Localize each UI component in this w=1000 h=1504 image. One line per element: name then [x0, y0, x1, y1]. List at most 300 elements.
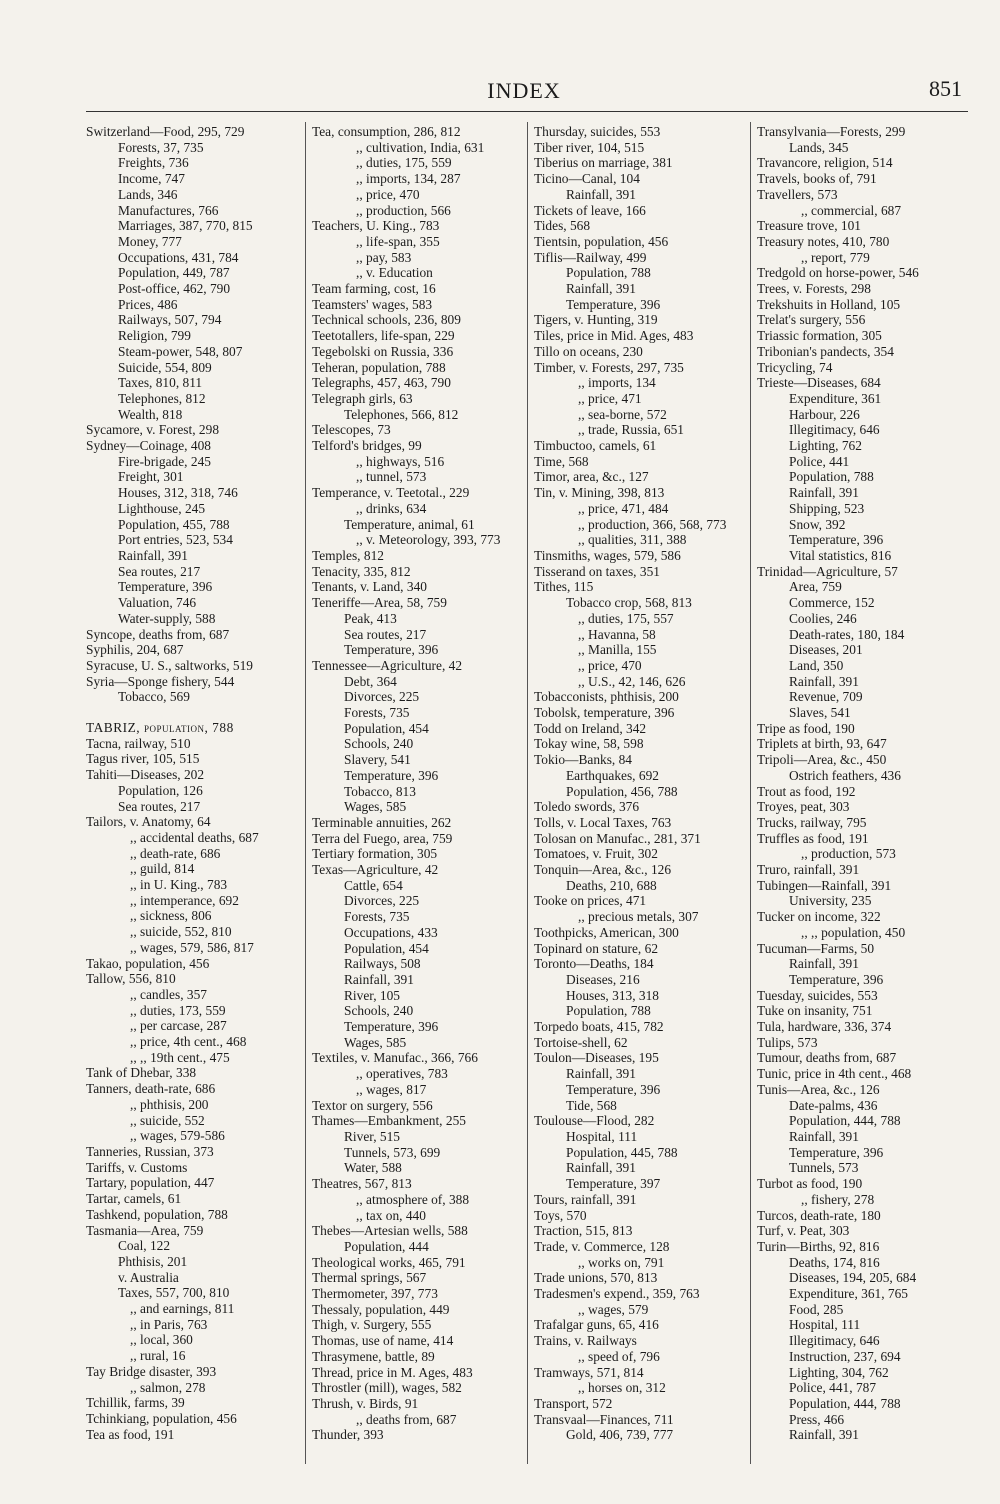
- index-entry: Valuation, 746: [118, 595, 197, 611]
- index-entry: Trade unions, 570, 813: [534, 1270, 658, 1286]
- index-entry: Tickets of leave, 166: [534, 202, 646, 218]
- index-entry: Fire-brigade, 245: [118, 453, 211, 469]
- index-entry: Freights, 736: [118, 155, 189, 171]
- index-entry: Thessaly, population, 449: [312, 1301, 450, 1317]
- index-entry: ,, duties, 173, 559: [130, 1002, 226, 1018]
- index-entry: Schools, 240: [344, 736, 414, 752]
- index-entry: Death-rates, 180, 184: [789, 626, 905, 642]
- index-entry: Sydney—Coinage, 408: [86, 438, 211, 454]
- index-entry: Tariffs, v. Customs: [86, 1159, 188, 1175]
- index-entry: ,, death-rate, 686: [130, 845, 221, 861]
- index-entry: Lighting, 762: [789, 438, 862, 454]
- index-entry: ,, ,, population, 450: [801, 924, 906, 940]
- index-entry: Steam-power, 548, 807: [118, 343, 243, 359]
- index-entry: ,, intemperance, 692: [130, 892, 239, 908]
- index-entry: Tortoise-shell, 62: [534, 1034, 628, 1050]
- index-entry: Theological works, 465, 791: [312, 1254, 466, 1270]
- index-entry: Tobacco, 813: [344, 783, 416, 799]
- index-entry: ,, rural, 16: [130, 1348, 186, 1364]
- index-entry: ,, production, 366, 568, 773: [578, 516, 727, 532]
- index-entry: Divorces, 225: [344, 689, 420, 705]
- index-entry: Tides, 568: [534, 218, 591, 234]
- index-entry: Rainfall, 391: [789, 673, 859, 689]
- index-entry: Tucuman—Farms, 50: [757, 940, 875, 956]
- index-entry: Telegraph girls, 63: [312, 390, 413, 406]
- index-entry: ,, phthisis, 200: [130, 1096, 209, 1112]
- index-entry: Sea routes, 217: [118, 563, 201, 579]
- index-entry: ,, Manilla, 155: [578, 642, 657, 658]
- index-entry: Houses, 313, 318: [566, 987, 659, 1003]
- index-entry: ,, production, 573: [801, 846, 896, 862]
- index-entry: v. Australia: [118, 1269, 179, 1285]
- index-entry: Tunis—Area, &c., 126: [757, 1081, 880, 1097]
- index-entry: Tallow, 556, 810: [86, 971, 176, 987]
- index-entry: Tartary, population, 447: [86, 1175, 215, 1191]
- index-entry: Diseases, 194, 205, 684: [789, 1270, 917, 1286]
- index-entry: Wealth, 818: [118, 406, 183, 422]
- index-entry: ,, highways, 516: [356, 453, 445, 469]
- index-entry: Tasmania—Area, 759: [86, 1222, 204, 1238]
- index-entry: Switzerland—Food, 295, 729: [86, 124, 245, 139]
- index-entry: ,, trade, Russia, 651: [578, 422, 684, 438]
- index-entry: Hospital, 111: [789, 1317, 861, 1333]
- index-entry: ,, imports, 134: [578, 375, 656, 391]
- index-entry: Thread, price in M. Ages, 483: [312, 1364, 473, 1380]
- index-entry: Lighthouse, 245: [118, 500, 206, 516]
- index-entry: Thermal springs, 567: [312, 1270, 427, 1286]
- index-entry: Rainfall, 391: [344, 971, 414, 987]
- index-entry: Traction, 515, 813: [534, 1223, 633, 1239]
- index-entry: Tricycling, 74: [757, 359, 833, 375]
- index-entry: Suicide, 554, 809: [118, 359, 212, 375]
- index-entry: Time, 568: [534, 453, 589, 469]
- index-entry: ,, wages, 579: [578, 1301, 649, 1317]
- index-entry: Tuesday, suicides, 553: [757, 987, 878, 1003]
- index-entry: Population, 444, 788: [789, 1113, 901, 1129]
- index-entry: Topinard on stature, 62: [534, 940, 659, 956]
- index-entry: Tchinkiang, population, 456: [86, 1410, 237, 1426]
- index-entry: Population, 444, 788: [789, 1395, 901, 1411]
- index-entry: Tiflis—Railway, 499: [534, 249, 647, 265]
- index-entry: Population, 788: [566, 1003, 651, 1019]
- index-entry: Tay Bridge disaster, 393: [86, 1363, 217, 1379]
- index-entry: ,, pay, 583: [356, 249, 412, 265]
- index-entry: Freight, 301: [118, 469, 184, 485]
- index-entry: Expenditure, 361: [789, 390, 882, 406]
- index-entry: Rainfall, 391: [789, 1129, 859, 1144]
- index-entry: Police, 441: [789, 453, 850, 469]
- index-entry: Textor on surgery, 556: [312, 1097, 433, 1113]
- index-entry: Thursday, suicides, 553: [534, 124, 661, 139]
- index-entry: Wages, 585: [344, 799, 407, 815]
- index-entry: Toulon—Diseases, 195: [534, 1050, 659, 1066]
- index-entry: Hospital, 111: [566, 1129, 638, 1144]
- index-entry: Food, 285: [789, 1301, 844, 1317]
- index-entry: Tribonian's pandects, 354: [757, 343, 894, 359]
- index-entry: Tenacity, 335, 812: [312, 563, 411, 579]
- index-entry: ,, life-span, 355: [356, 233, 440, 249]
- index-entry: Teetotallers, life-span, 229: [312, 328, 455, 344]
- index-entry: Torpedo boats, 415, 782: [534, 1019, 664, 1035]
- index-entry: Tide, 568: [566, 1097, 617, 1113]
- index-entry: Wages, 585: [344, 1034, 407, 1050]
- index-entry: Lands, 346: [118, 186, 178, 202]
- index-entry: Trinidad—Agriculture, 57: [757, 563, 898, 579]
- index-entry: ,, speed of, 796: [578, 1348, 660, 1364]
- index-entry: Turcos, death-rate, 180: [757, 1207, 881, 1223]
- index-entry: Transylvania—Forests, 299: [757, 124, 906, 139]
- index-entry: Turbot as food, 190: [757, 1176, 863, 1192]
- index-entry: Temperature, animal, 61: [344, 516, 475, 532]
- index-entry: Tolls, v. Local Taxes, 763: [534, 814, 672, 830]
- index-entry: Harbour, 226: [789, 406, 860, 422]
- index-entry: Land, 350: [789, 657, 844, 673]
- index-entry: Tobacconists, phthisis, 200: [534, 689, 679, 705]
- index-entry: Theatres, 567, 813: [312, 1176, 412, 1192]
- index-entry: Manufactures, 766: [118, 202, 219, 218]
- index-entry: Thrush, v. Birds, 91: [312, 1395, 419, 1411]
- index-entry: ,, salmon, 278: [130, 1379, 206, 1395]
- index-entry: Cattle, 654: [344, 877, 403, 893]
- index-column-2: [312, 124, 534, 1443]
- index-entry: ,, qualities, 311, 388: [578, 532, 687, 548]
- index-entry: Technical schools, 236, 809: [312, 312, 461, 328]
- index-entry: Tumour, deaths from, 687: [757, 1050, 897, 1066]
- index-entry: Temperature, 396: [344, 642, 439, 658]
- index-entry: Population, 455, 788: [118, 516, 230, 532]
- index-entry: University, 235: [789, 893, 872, 909]
- index-entry: Temples, 812: [312, 547, 384, 563]
- index-entry: Tanners, death-rate, 686: [86, 1081, 216, 1097]
- index-entry: Thebes—Artesian wells, 588: [312, 1223, 468, 1239]
- index-entry: ,, price, 4th cent., 468: [130, 1034, 247, 1050]
- index-entry: Railways, 508: [344, 956, 421, 972]
- index-entry: Forests, 37, 735: [118, 139, 204, 155]
- index-entry: Tiber river, 104, 515: [534, 139, 645, 155]
- index-entry: Temperature, 396: [566, 296, 661, 312]
- index-column-4: [757, 124, 979, 1443]
- index-entry: Taxes, 557, 700, 810: [118, 1285, 230, 1301]
- index-entry: Vital statistics, 816: [789, 547, 892, 563]
- index-entry: Deaths, 210, 688: [566, 877, 657, 893]
- index-entry: ,, sea-borne, 572: [578, 406, 667, 422]
- index-entry: River, 515: [344, 1129, 400, 1144]
- index-entry: Trekshuits in Holland, 105: [757, 296, 901, 312]
- index-entry: Houses, 312, 318, 746: [118, 485, 238, 501]
- index-entry: Tokay wine, 58, 598: [534, 736, 644, 752]
- index-entry: ,, horses on, 312: [578, 1380, 666, 1396]
- index-entry: Transvaal—Finances, 711: [534, 1411, 674, 1427]
- index-entry: Truffles as food, 191: [757, 830, 869, 846]
- index-entry: Transport, 572: [534, 1395, 613, 1411]
- index-entry: Tolosan on Manufac., 281, 371: [534, 830, 701, 846]
- index-entry: Treasure trove, 101: [757, 218, 862, 234]
- index-entry: ,, price, 471: [578, 390, 642, 406]
- index-entry: Tanneries, Russian, 373: [86, 1144, 214, 1159]
- index-entry: Debt, 364: [344, 673, 397, 689]
- index-entry: ,, tunnel, 573: [356, 469, 427, 485]
- index-entry: ,, price, 470: [356, 186, 420, 202]
- index-entry: Water-supply, 588: [118, 610, 216, 626]
- index-entry: Tunic, price in 4th cent., 468: [757, 1066, 912, 1082]
- index-entry: Trade, v. Commerce, 128: [534, 1238, 670, 1254]
- index-entry: ,, price, 471, 484: [578, 500, 669, 516]
- index-entry: Takao, population, 456: [86, 955, 210, 971]
- index-entry: ,, ,, 19th cent., 475: [130, 1049, 230, 1065]
- index-entry: Tomatoes, v. Fruit, 302: [534, 846, 658, 862]
- index-entry: Tours, rainfall, 391: [534, 1191, 637, 1207]
- index-entry: Tchillik, farms, 39: [86, 1395, 185, 1411]
- index-entry: Timber, v. Forests, 297, 735: [534, 359, 684, 375]
- index-entry: River, 105: [344, 987, 400, 1003]
- index-entry: Temperature, 397: [566, 1176, 661, 1192]
- index-entry: Sea routes, 217: [118, 798, 201, 814]
- index-entry: Population, 445, 788: [566, 1144, 678, 1160]
- index-entry: Tisserand on taxes, 351: [534, 563, 660, 579]
- index-entry: Tashkend, population, 788: [86, 1206, 228, 1222]
- index-entry: Temperature, 396: [118, 579, 213, 595]
- index-column-1: [86, 124, 308, 1442]
- index-entry: Teamsters' wages, 583: [312, 296, 433, 312]
- index-entry: Teneriffe—Area, 58, 759: [312, 595, 447, 611]
- index-entry: ,, imports, 134, 287: [356, 171, 461, 187]
- index-entry: ,, commercial, 687: [801, 202, 902, 218]
- index-entry: ,, fishery, 278: [801, 1191, 875, 1207]
- index-entry: ,, price, 470: [578, 657, 642, 673]
- index-entry: Texas—Agriculture, 42: [312, 862, 439, 878]
- index-entry: Tientsin, population, 456: [534, 233, 669, 249]
- index-entry: Forests, 735: [344, 705, 410, 721]
- index-entry: Ticino—Canal, 104: [534, 171, 640, 187]
- index-entry: Snow, 392: [789, 516, 846, 532]
- index-entry: Income, 747: [118, 171, 185, 187]
- index-entry: Population, 456, 788: [566, 783, 678, 799]
- index-entry: Tooke on prices, 471: [534, 893, 647, 909]
- index-entry: Todd on Ireland, 342: [534, 720, 647, 736]
- index-entry: Temperature, 396: [344, 767, 439, 783]
- index-entry: [86, 705, 308, 720]
- index-entry: Tillo on oceans, 230: [534, 343, 643, 359]
- index-entry: ,, tax on, 440: [356, 1207, 426, 1223]
- index-entry: Telescopes, 73: [312, 422, 391, 438]
- index-entry: Syphilis, 204, 687: [86, 642, 184, 658]
- index-entry: Tank of Dhebar, 338: [86, 1065, 197, 1081]
- index-entry: Travellers, 573: [757, 186, 838, 202]
- index-entry: ,, cultivation, India, 631: [356, 139, 485, 155]
- index-entry: Treasury notes, 410, 780: [757, 233, 890, 249]
- index-entry: Telford's bridges, 99: [312, 438, 422, 454]
- index-entry: Revenue, 709: [789, 689, 863, 705]
- index-entry: Tripe as food, 190: [757, 720, 855, 736]
- index-entry: Deaths, 174, 816: [789, 1254, 880, 1270]
- index-entry: Lands, 345: [789, 139, 849, 155]
- index-entry: Thunder, 393: [312, 1427, 384, 1443]
- index-entry: Temperance, v. Teetotal., 229: [312, 485, 470, 501]
- index-entry: Occupations, 433: [344, 924, 438, 940]
- index-entry: Slavery, 541: [344, 752, 411, 768]
- index-entry: Sycamore, v. Forest, 298: [86, 422, 220, 438]
- index-entry: Forests, 735: [344, 909, 410, 925]
- index-entry: Syracuse, U. S., saltworks, 519: [86, 657, 253, 673]
- index-entry: Tokio—Banks, 84: [534, 752, 633, 768]
- index-entry: Rainfall, 391: [566, 281, 636, 297]
- index-entry: Tagus river, 105, 515: [86, 751, 200, 767]
- index-entry: ,, duties, 175, 557: [578, 610, 674, 626]
- index-entry: Coolies, 246: [789, 610, 857, 626]
- index-entry: Population, 788: [789, 469, 874, 485]
- index-entry: Triplets at birth, 93, 647: [757, 736, 887, 752]
- index-entry: Temperature, 396: [344, 1019, 439, 1035]
- index-entry: ,, operatives, 783: [356, 1066, 448, 1082]
- index-entry: Area, 759: [789, 579, 842, 595]
- index-entry: Temperature, 396: [789, 971, 884, 987]
- index-entry: Trains, v. Railways: [534, 1333, 637, 1349]
- index-entry: Tobacco, 569: [118, 689, 190, 705]
- index-entry: Temperature, 396: [566, 1081, 661, 1097]
- index-entry: Trees, v. Forests, 298: [757, 281, 871, 297]
- page-title: INDEX: [487, 78, 561, 103]
- index-entry: ,, in U. King., 783: [130, 877, 228, 893]
- index-entry: ,, per carcase, 287: [130, 1018, 227, 1034]
- index-entry: ,, sickness, 806: [130, 908, 212, 924]
- index-entry: Teachers, U. King., 783: [312, 218, 440, 234]
- page-number: 851: [929, 76, 962, 101]
- index-entry: Thames—Embankment, 255: [312, 1113, 466, 1129]
- index-entry: Rainfall, 391: [118, 547, 188, 563]
- index-entry: Tula, hardware, 336, 374: [757, 1019, 892, 1035]
- index-entry: Lighting, 304, 762: [789, 1364, 889, 1380]
- index-entry: ,, accidental deaths, 687: [130, 829, 259, 845]
- index-entry: Terminable annuities, 262: [312, 814, 452, 830]
- index-entry: Press, 466: [789, 1411, 845, 1427]
- index-entry: Temperature, 396: [789, 1144, 884, 1160]
- index-entry: Diseases, 201: [789, 642, 863, 658]
- index-entry: Tramways, 571, 814: [534, 1364, 644, 1380]
- index-entry: Textiles, v. Manufac., 366, 766: [312, 1050, 478, 1066]
- index-entry: Shipping, 523: [789, 500, 865, 516]
- index-entry: Tahiti—Diseases, 202: [86, 767, 205, 783]
- index-entry: Thermometer, 397, 773: [312, 1286, 438, 1302]
- index-entry: Tobolsk, temperature, 396: [534, 705, 675, 721]
- index-entry: Population, 126: [118, 782, 203, 798]
- index-entry: Toys, 570: [534, 1207, 587, 1223]
- index-entry: Turf, v. Peat, 303: [757, 1223, 850, 1239]
- index-entry: Tiles, price in Mid. Ages, 483: [534, 328, 694, 344]
- index-entry: ,, U.S., 42, 146, 626: [578, 673, 686, 689]
- index-entry: Tacna, railway, 510: [86, 735, 191, 751]
- index-entry: ,, local, 360: [130, 1332, 193, 1348]
- index-entry: Thrasymene, battle, 89: [312, 1348, 435, 1364]
- index-entry: Water, 588: [344, 1160, 402, 1176]
- index-entry: Toulouse—Flood, 282: [534, 1113, 655, 1129]
- index-entry: Ostrich feathers, 436: [789, 767, 901, 783]
- index-entry: Railways, 507, 794: [118, 312, 222, 328]
- index-entry: Travels, books of, 791: [757, 171, 877, 187]
- index-entry: Coal, 122: [118, 1238, 171, 1254]
- index-entry: ,, suicide, 552, 810: [130, 924, 232, 940]
- index-entry: Schools, 240: [344, 1003, 414, 1019]
- index-entry: Tucker on income, 322: [757, 909, 881, 925]
- index-entry: Rainfall, 391: [566, 1160, 636, 1176]
- index-entry: Tradesmen's expend., 359, 763: [534, 1286, 700, 1302]
- index-entry: Rainfall, 391: [566, 1066, 636, 1082]
- index-entry: Police, 441, 787: [789, 1380, 877, 1396]
- index-entry: Tartar, camels, 61: [86, 1191, 182, 1207]
- index-entry: Occupations, 431, 784: [118, 249, 239, 265]
- index-entry: Population, 788: [566, 265, 651, 281]
- index-entry: Rainfall, 391: [566, 186, 636, 202]
- index-entry: Telephones, 812: [118, 390, 206, 406]
- index-entry: Earthquakes, 692: [566, 767, 659, 783]
- index-entry: Trelat's surgery, 556: [757, 312, 866, 328]
- index-entry: Tertiary formation, 305: [312, 846, 438, 862]
- index-entry: Tea as food, 191: [86, 1426, 175, 1442]
- index-entry: Tithes, 115: [534, 579, 594, 595]
- index-entry: Sea routes, 217: [344, 626, 427, 642]
- index-entry: Religion, 799: [118, 328, 191, 344]
- index-entry: Trout as food, 192: [757, 783, 856, 799]
- index-entry: Tennessee—Agriculture, 42: [312, 657, 463, 673]
- index-column-3: [534, 124, 756, 1443]
- index-entry: Truro, rainfall, 391: [757, 862, 860, 878]
- header-rule: [86, 111, 968, 112]
- index-entry: Population, 449, 787: [118, 265, 230, 281]
- index-entry: Illegitimacy, 646: [789, 422, 880, 438]
- index-entry: Tobacco crop, 568, 813: [566, 595, 692, 611]
- index-entry: Tunnels, 573: [789, 1160, 859, 1176]
- index-entry: Tulips, 573: [757, 1034, 818, 1050]
- index-entry: Prices, 486: [118, 296, 178, 312]
- index-entry: ,, v. Meteorology, 393, 773: [356, 532, 501, 548]
- index-entry: Population, 454: [344, 720, 429, 736]
- index-entry: Telephones, 566, 812: [344, 406, 459, 422]
- index-entry: Tonquin—Area, &c., 126: [534, 862, 672, 878]
- index-entry: ,, Havanna, 58: [578, 626, 656, 642]
- index-entry: Toothpicks, American, 300: [534, 924, 679, 940]
- index-entry: Tunnels, 573, 699: [344, 1144, 441, 1160]
- index-entry: Turin—Births, 92, 816: [757, 1238, 880, 1254]
- index-entry: Troyes, peat, 303: [757, 799, 850, 815]
- index-entry: Temperature, 396: [789, 532, 884, 548]
- index-entry: Tin, v. Mining, 398, 813: [534, 485, 665, 501]
- index-entry: Expenditure, 361, 765: [789, 1286, 909, 1302]
- index-entry: ,, wages, 579, 586, 817: [130, 939, 254, 955]
- index-entry: Thomas, use of name, 414: [312, 1333, 454, 1349]
- index-entry: Diseases, 216: [566, 971, 640, 987]
- index-entry: Phthisis, 201: [118, 1253, 188, 1269]
- index-entry: Teheran, population, 788: [312, 359, 446, 375]
- index-entry: Team farming, cost, 16: [312, 281, 436, 297]
- index-entry: Trieste—Diseases, 684: [757, 375, 881, 391]
- index-entry: Telegraphs, 457, 463, 790: [312, 375, 451, 391]
- page-header: [80, 72, 968, 112]
- index-entry: Trucks, railway, 795: [757, 814, 867, 830]
- index-entry: ,, works on, 791: [578, 1254, 665, 1270]
- index-entry: Syncope, deaths from, 687: [86, 626, 230, 642]
- index-entry: Timbuctoo, camels, 61: [534, 438, 657, 454]
- index-entry: Tredgold on horse-power, 546: [757, 265, 919, 281]
- index-entry: ,, candles, 357: [130, 986, 207, 1002]
- index-entry: Thigh, v. Surgery, 555: [312, 1317, 432, 1333]
- index-entry: Money, 777: [118, 233, 182, 249]
- index-entry: Tea, consumption, 286, 812: [312, 124, 461, 139]
- index-entry: ,, duties, 175, 559: [356, 155, 452, 171]
- index-entry: Peak, 413: [344, 610, 397, 626]
- index-entry: ,, wages, 817: [356, 1081, 427, 1097]
- index-entry: Taxes, 810, 811: [118, 375, 203, 391]
- index-entry: Tenants, v. Land, 340: [312, 579, 427, 595]
- index-entry: ,, report, 779: [801, 249, 870, 265]
